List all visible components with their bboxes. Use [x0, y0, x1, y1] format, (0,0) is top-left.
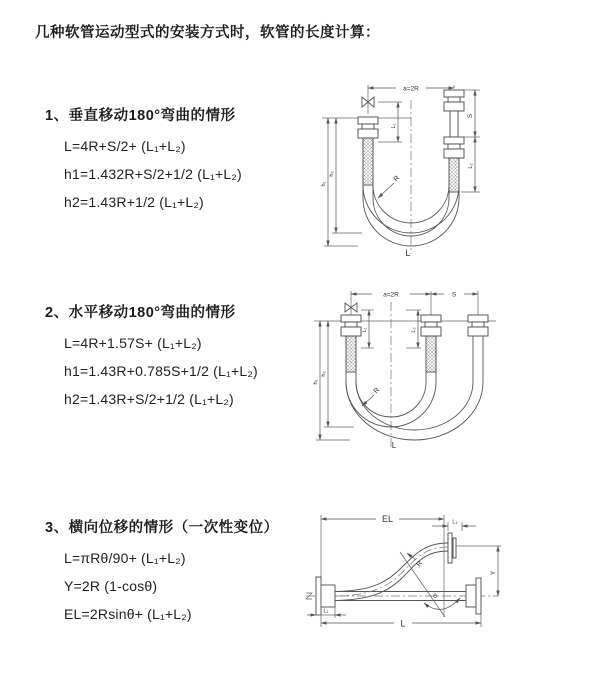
dim-label-h2: h₂ — [321, 371, 327, 377]
dim-label-h2: h₂ — [329, 171, 335, 177]
section-3-formulas — [45, 544, 279, 628]
section-horizontal-movement — [45, 301, 258, 413]
left-pipe-fitting — [341, 315, 361, 372]
dimension-l2 — [406, 310, 421, 348]
braided-hose-section — [346, 336, 356, 372]
dimension-l1 — [307, 607, 346, 618]
diagram-vertical-180-bend — [312, 74, 494, 260]
dimension-l — [321, 580, 481, 629]
dim-label-l1: L₁ — [323, 608, 329, 615]
dim-label-h1: h₁ — [313, 379, 319, 385]
angle-label: θ — [433, 593, 437, 600]
dimension-l2 — [461, 137, 480, 192]
braided-hose-section — [363, 138, 373, 185]
formula-line: h1=1.432R+S/2+1/2 (L₁+L₂) — [64, 166, 242, 182]
formula-line: h2=1.43R+S/2+1/2 (L₁+L₂) — [64, 391, 234, 407]
braided-hose-section — [426, 336, 436, 372]
formula-line: L=4R+1.57S+ (L₁+L₂) — [64, 335, 202, 351]
dim-label-l2: L₂ — [452, 519, 458, 526]
dim-label-l: L — [400, 618, 406, 629]
formula-line: EL=2Rsinθ+ (L₁+L₂) — [64, 606, 192, 622]
dimension-h1 — [313, 321, 350, 440]
dim-label-y: Y — [490, 570, 497, 576]
section-3-heading: 3、横向位移的情形（一次性变位） — [45, 520, 279, 536]
diagram-horizontal-180-bend — [306, 282, 504, 454]
right-pipe-fitting — [444, 90, 464, 192]
dim-label-s: S — [451, 291, 457, 299]
dimension-l1 — [378, 102, 402, 142]
length-label: L — [391, 441, 397, 450]
middle-pipe-fitting — [421, 315, 441, 372]
formula-line: L=πRθ/90+ (L₁+L₂) — [64, 550, 186, 566]
radius-leader — [378, 175, 401, 198]
radius-leader — [362, 387, 381, 406]
dimension-h2 — [329, 118, 362, 233]
dim-label-a2r: a=2R — [403, 85, 419, 93]
dimension-a-2r — [368, 85, 454, 114]
length-label: L — [405, 248, 411, 258]
right-flange — [466, 578, 481, 614]
radius-label: R — [415, 559, 425, 569]
formula-line: h2=1.43R+1/2 (L₁+L₂) — [64, 194, 204, 210]
dim-label-l2: L₂ — [411, 327, 417, 333]
braided-hose-section — [449, 158, 459, 192]
right-pipe-fitting — [468, 315, 488, 336]
section-2-formulas — [45, 329, 258, 413]
section-vertical-movement — [45, 104, 242, 216]
section-1-heading: 1、垂直移动180°弯曲的情形 — [45, 108, 236, 124]
dim-label-el: EL — [381, 514, 394, 524]
dim-label-s: S — [467, 113, 474, 119]
dim-label-l2: L₂ — [468, 163, 474, 169]
hose-u-bend — [346, 336, 483, 440]
formula-line: h1=1.43R+0.785S+1/2 (L₁+L₂) — [64, 363, 258, 379]
section-lateral-displacement — [45, 516, 279, 628]
dim-label-h1: h₁ — [321, 181, 327, 187]
page-title: 几种软管运动型式的安装方式时，软管的长度计算： — [35, 25, 380, 41]
left-pipe-fitting — [358, 117, 378, 185]
dimension-l2 — [432, 520, 476, 532]
section-1-formulas — [45, 132, 242, 216]
dimension-a-2r — [351, 291, 478, 315]
formula-line: L=4R+S/2+ (L₁+L₂) — [64, 138, 186, 154]
dimension-h1 — [321, 118, 358, 246]
dimension-el — [321, 514, 444, 617]
dim-label-l1: L₁ — [362, 327, 368, 333]
dim-label-a2r: a=2R — [383, 291, 399, 299]
upper-flange — [448, 533, 456, 563]
radius-label: R — [392, 174, 402, 184]
dim-label-l1: L₁ — [391, 123, 397, 129]
diagram-lateral-displacement — [302, 506, 512, 632]
dimension-s — [464, 90, 480, 137]
dimension-l1 — [361, 310, 374, 348]
section-2-heading: 2、水平移动180°弯曲的情形 — [45, 305, 236, 321]
radius-label: R — [372, 386, 382, 396]
formula-line: Y=2R (1-cosθ) — [64, 578, 158, 594]
